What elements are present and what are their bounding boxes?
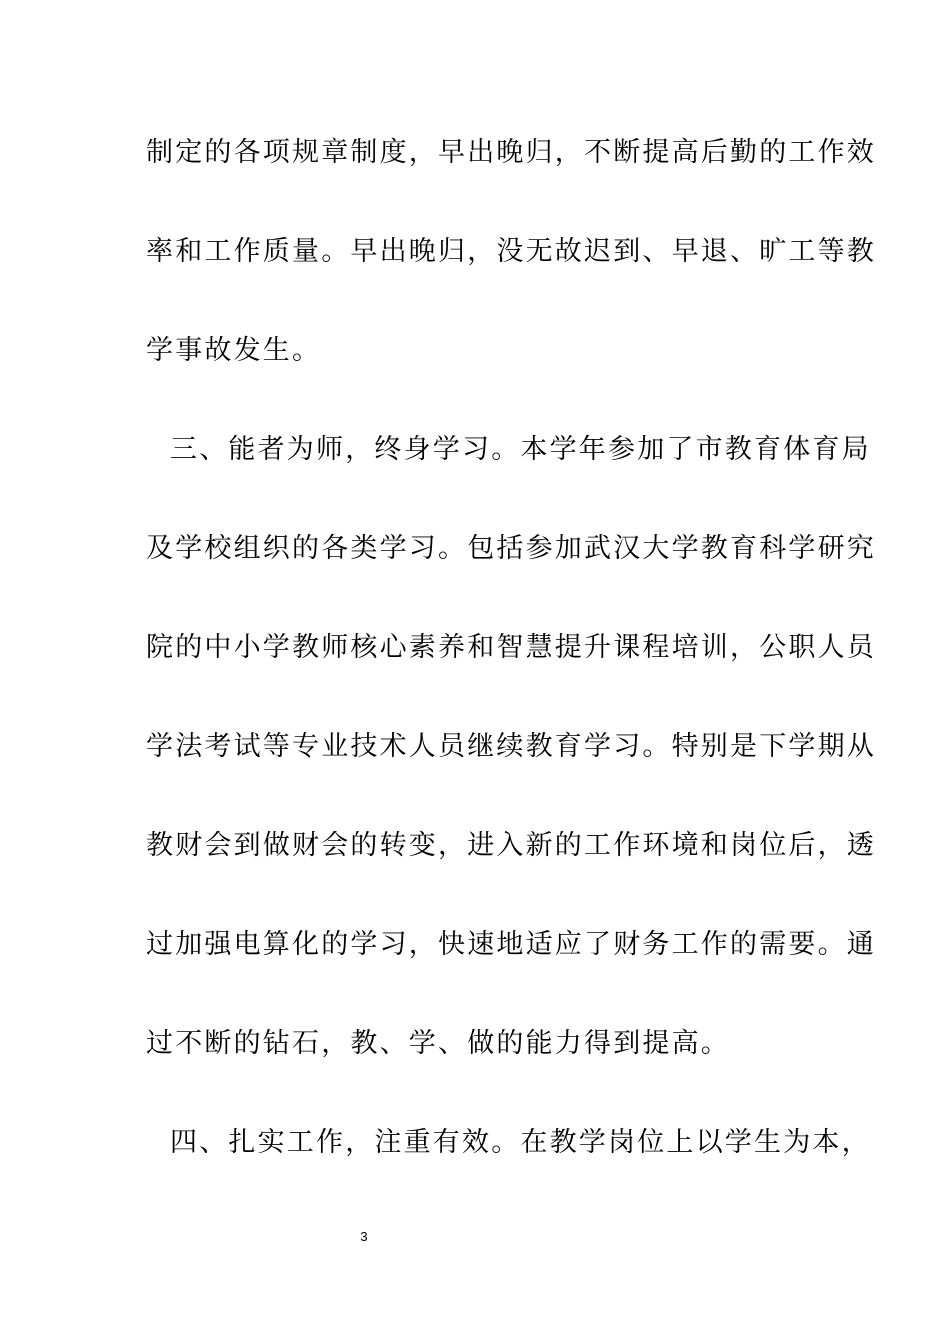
- section-three-first-line: 三、能者为师，终身学习。本学年参加了市教育体育局: [170, 434, 871, 465]
- page-number: 3: [360, 1229, 368, 1244]
- body-text-line: 及学校组织的各类学习。包括参加武汉大学教育科学研究: [146, 533, 876, 564]
- body-text-line: 过不断的钻石，教、学、做的能力得到提高。: [146, 1028, 730, 1059]
- body-text-line: 教财会到做财会的转变，进入新的工作环境和岗位后，透: [146, 830, 876, 861]
- section-four-first-line: 四、扎实工作，注重有效。在教学岗位上以学生为本，: [170, 1127, 871, 1158]
- body-text-line: 制定的各项规章制度，早出晚归，不断提高后勤的工作效: [146, 137, 876, 168]
- body-text-line: 学事故发生。: [146, 335, 322, 366]
- body-text-line: 院的中小学教师核心素养和智慧提升课程培训，公职人员: [146, 632, 876, 663]
- body-text-line: 过加强电算化的学习，快速地适应了财务工作的需要。通: [146, 929, 876, 960]
- body-text-line: 率和工作质量。早出晚归，没无故迟到、早退、旷工等教: [146, 236, 876, 267]
- body-text-line: 学法考试等专业技术人员继续教育学习。特别是下学期从: [146, 731, 876, 762]
